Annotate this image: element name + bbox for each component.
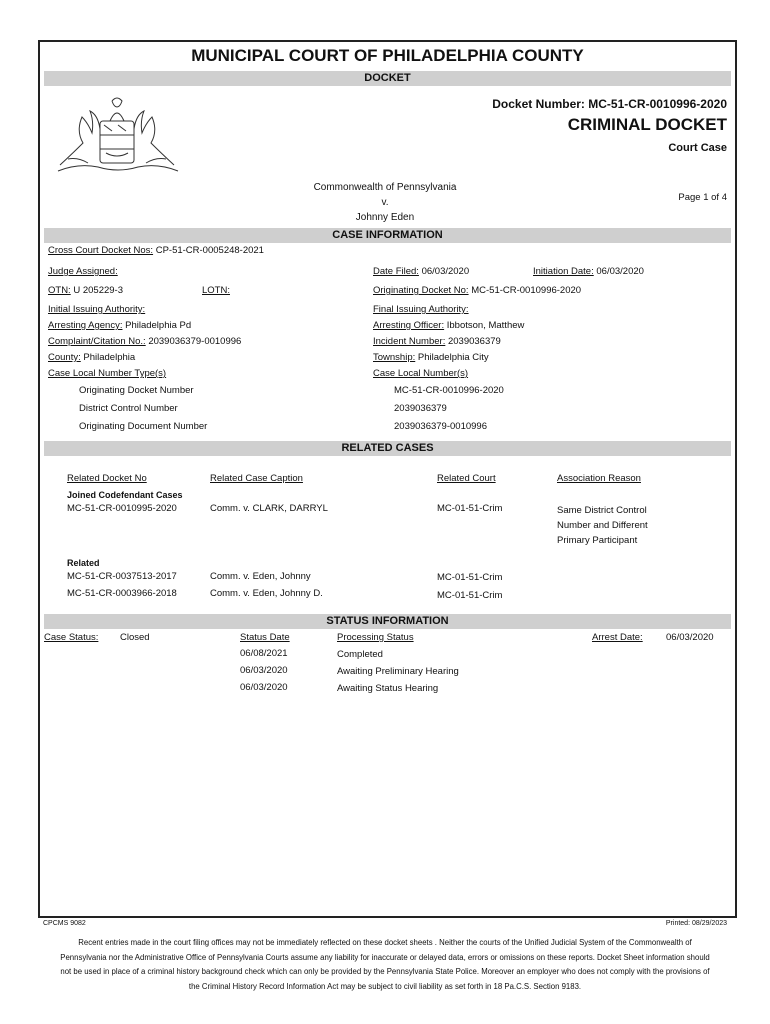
- township-row: [373, 352, 489, 363]
- arresting-officer-row: [373, 320, 524, 331]
- local-type-1: Originating Docket Number: [79, 385, 194, 396]
- originating-docket-row: [373, 285, 581, 296]
- arresting-officer-label: Arresting Officer:: [373, 320, 445, 331]
- initiation-value: 06/03/2020: [596, 266, 644, 277]
- case-status-label: Case Status:: [44, 632, 99, 643]
- caption-line-2: v.: [381, 197, 389, 208]
- township-label: Township:: [373, 352, 416, 363]
- cross-court-value: CP-51-CR-0005248-2021: [155, 245, 264, 256]
- related-header-court: Related Court: [437, 473, 496, 484]
- related-court-2: MC-01-51-Crim: [437, 572, 503, 583]
- local-number-3: 2039036379-0010996: [394, 421, 487, 432]
- related-header-caption: Related Case Caption: [210, 473, 303, 484]
- final-authority-label: Final Issuing Authority:: [373, 304, 469, 315]
- form-id: CPCMS 9082: [43, 920, 86, 927]
- local-type-3: Originating Document Number: [79, 421, 208, 432]
- status-information-bar: STATUS INFORMATION: [44, 614, 731, 629]
- incident-label: Incident Number:: [373, 336, 446, 347]
- cross-court-row: [48, 245, 264, 256]
- related-header-docket: Related Docket No: [67, 473, 147, 484]
- otn-value: U 205229-3: [73, 285, 123, 296]
- judge-label: Judge Assigned:: [48, 266, 118, 277]
- arresting-agency-label: Arresting Agency:: [48, 320, 123, 331]
- local-type-2: District Control Number: [79, 403, 178, 414]
- related-group-title: Related: [67, 558, 100, 568]
- local-number-2: 2039036379: [394, 403, 447, 414]
- complaint-row: [48, 336, 241, 347]
- related-docket-3: MC-51-CR-0003966-2018: [67, 588, 177, 599]
- originating-docket-label: Originating Docket No:: [373, 285, 469, 296]
- case-information-bar: CASE INFORMATION: [44, 228, 731, 243]
- arrest-date-label: Arrest Date:: [592, 632, 643, 643]
- local-type-label: Case Local Number Type(s): [48, 368, 167, 379]
- otn-row: [48, 285, 123, 296]
- arrest-date-value: 06/03/2020: [666, 632, 714, 643]
- status-date-3: 06/03/2020: [240, 682, 288, 693]
- printed-date: Printed: 08/29/2023: [665, 920, 727, 927]
- processing-status-header: Processing Status: [337, 632, 414, 643]
- processing-status-1: Completed: [337, 649, 383, 660]
- related-docket: MC-51-CR-0010995-2020: [67, 503, 177, 514]
- date-filed-value: 06/03/2020: [421, 266, 470, 277]
- docket-bar: DOCKET: [44, 71, 731, 86]
- county-label: County:: [48, 352, 81, 363]
- docket-type: CRIMINAL DOCKET: [567, 115, 727, 134]
- court-title: MUNICIPAL COURT OF PHILADELPHIA COUNTY: [191, 46, 584, 65]
- case-status-value: Closed: [120, 632, 150, 643]
- lotn-label: LOTN:: [202, 285, 230, 296]
- related-caption-3: Comm. v. Eden, Johnny D.: [210, 588, 323, 599]
- pennsylvania-seal-icon: [48, 93, 186, 177]
- county-row: [48, 352, 135, 363]
- joined-codefendant-title: Joined Codefendant Cases: [67, 490, 183, 500]
- case-kind: Court Case: [668, 142, 727, 154]
- arresting-agency-row: [48, 320, 191, 331]
- related-cases-bar: RELATED CASES: [44, 441, 731, 456]
- initial-authority-label: Initial Issuing Authority:: [48, 304, 146, 315]
- incident-row: [373, 336, 501, 347]
- date-filed-label: Date Filed:: [373, 266, 419, 277]
- initiation-label: Initiation Date:: [533, 266, 594, 277]
- initiation-row: [533, 266, 644, 277]
- table-row: [67, 503, 177, 514]
- local-number-label: Case Local Number(s): [373, 368, 469, 379]
- arresting-officer-value: Ibbotson, Matthew: [446, 320, 525, 331]
- complaint-value: 2039036379-0010996: [148, 336, 242, 347]
- related-docket-2: MC-51-CR-0037513-2017: [67, 571, 177, 582]
- local-number-1: MC-51-CR-0010996-2020: [394, 385, 504, 396]
- related-reason-3: Primary Participant: [557, 535, 638, 546]
- docket-number: Docket Number: MC-51-CR-0010996-2020: [492, 97, 727, 111]
- related-caption: Comm. v. CLARK, DARRYL: [210, 503, 328, 514]
- processing-status-2: Awaiting Preliminary Hearing: [337, 666, 459, 677]
- originating-docket-value: MC-51-CR-0010996-2020: [471, 285, 582, 296]
- related-court: MC-01-51-Crim: [437, 503, 503, 514]
- date-filed-row: [373, 266, 469, 277]
- otn-label: OTN:: [48, 285, 71, 296]
- related-caption-2: Comm. v. Eden, Johnny: [210, 571, 311, 582]
- status-date-header: Status Date: [240, 632, 290, 643]
- disclaimer: Recent entries made in the court filing offices may not be immediately reflected on these docket sheets . Neither the courts of the Unified Judicial System of the Commonwealth of Pennsylvania nor the Administrative Office of Pennsylvania Courts assume any liability for inaccurate or delayed data, errors or omissions on these reports. Docket Sheet information should not be used in place of a criminal history background check which can only be provided by the Pennsylvania State Police. Moreover an employer who does not comply with the provisions of the Criminal History Record Information Act may be subject to civil liability as set forth in 18 Pa.C.S. Section 9183.: [60, 938, 710, 991]
- township-value: Philadelphia City: [417, 352, 489, 363]
- caption-line-1: Commonwealth of Pennsylvania: [313, 182, 457, 193]
- processing-status-3: Awaiting Status Hearing: [337, 683, 439, 694]
- caption-line-3: Johnny Eden: [355, 212, 415, 223]
- related-reason-2: Number and Different: [557, 520, 648, 531]
- page-indicator: Page 1 of 4: [678, 192, 727, 203]
- related-header-reason: Association Reason: [557, 473, 641, 484]
- arresting-agency-value: Philadelphia Pd: [125, 320, 192, 331]
- status-date-1: 06/08/2021: [240, 648, 288, 659]
- related-court-3: MC-01-51-Crim: [437, 590, 503, 601]
- cross-court-label: Cross Court Docket Nos:: [48, 245, 154, 256]
- complaint-label: Complaint/Citation No.:: [48, 336, 146, 347]
- incident-value: 2039036379: [447, 336, 501, 347]
- status-date-2: 06/03/2020: [240, 665, 288, 676]
- related-reason-1: Same District Control: [557, 505, 647, 516]
- county-value: Philadelphia: [83, 352, 136, 363]
